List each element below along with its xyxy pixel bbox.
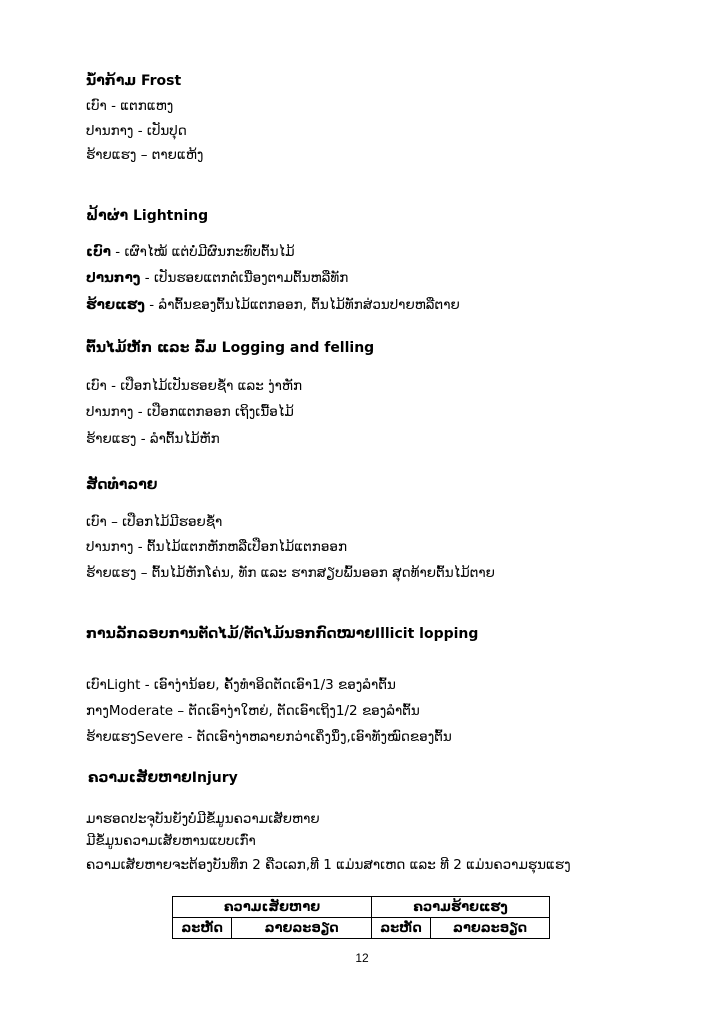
lightning-moderate xyxy=(86,269,348,287)
lopping-moderate: ກາງModerate – ຕັດເອົາງ່າໃຫຍ່, ຕັດເອົາເຖິງ1/2 ຂອງລຳຕົ້ນ xyxy=(86,703,420,719)
logging-severe: ຮ້າຍແຮງ - ລຳຕົ້ນໄມ້ຫັກ xyxy=(86,431,220,447)
animals-severe: ຮ້າຍແຮງ – ຕົ້ນໄມ້ຫັກໂຄ່ນ, ທັກ ແລະ ຮາກສຽບພົ້ນອອກ ສຸດທ້າຍຕົ້ນໄມ້ຕາຍ xyxy=(86,565,495,581)
injury-line-3: ຄວາມເສັຍຫາຍຈະຕ້ອງບັນທຶກ 2 ຄືວເລກ,ທີ 1 ແມ່ນສາເຫດ ແລະ ທີ 2 ແມ່ນຄວາມຮຸນແຮງ xyxy=(86,857,571,873)
table-col-code-2: ລະຫັດ xyxy=(372,918,431,939)
logging-moderate: ປານກາງ - ເປືອກແຕກອອກ ເຖິງເນື້ອໄມ້ xyxy=(86,404,294,420)
animals-heading: ສັດທຳລາຍ xyxy=(86,477,158,493)
table-col-desc-2: ລາຍລະອຽດ xyxy=(431,918,550,939)
logging-heading: ຕົ້ນໄມ້ຫັກ ແລະ ລົ້ມ Logging and felling xyxy=(86,340,375,356)
table-col-desc-1: ລາຍລະອຽດ xyxy=(232,918,372,939)
page-number: 12 xyxy=(355,951,369,965)
table-col-code-1: ລະຫັດ xyxy=(173,918,232,939)
lightning-moderate-text: - ເປັນຮອຍແຕກຕໍ່ເນື່ອງຕາມຕົ້ນຫລືທັກ xyxy=(140,270,349,286)
lopping-heading: ການລັກລອບການຕັດໄມ້/ຕັດໄມ້ນອກກົດໝາຍIllicit lopping xyxy=(86,626,479,642)
injury-code-table xyxy=(172,896,550,939)
lopping-severe: ຮ້າຍແຮງSevere - ຕັດເອົາງ່າຫລາຍກວ່າເຄິ່ງນຶ່ງ,ເອົາທັງໝົດຂອງຕົ້ນ xyxy=(86,729,452,745)
frost-heading: ນ້ຳກ້າມ Frost xyxy=(86,73,182,89)
lightning-heading: ຟ້າຜ່າ Lightning xyxy=(86,208,209,224)
lopping-light: ເບົາLight - ເອົາງ່ານ້ອຍ, ຄັ້ງທຳອິດຕັດເອົາ1/3 ຂອງລຳຕົ້ນ xyxy=(86,677,396,693)
lightning-moderate-label: ປານກາງ xyxy=(86,270,141,286)
table-header-row xyxy=(173,897,550,918)
lightning-light-text: - ເຜົາໄໝ້ ແຕ່ບໍ່ມີຜົນກະທົບຕົ້ນໄມ້ xyxy=(111,244,295,260)
lightning-severe-text: - ລຳຕົ້ນຂອງຕົ້ນໄມ້ແຕກອອກ, ຕົ້ນໄມ້ທັກສ່ວນປາຍຫລືຕາຍ xyxy=(144,297,460,313)
lightning-severe-label: ຮ້າຍແຮງ xyxy=(86,297,145,313)
injury-line-1: ມາຮອດປະຈຸບັນຍັງບໍ່ມີຂໍ້ມູນຄວາມເສັຍຫາຍ xyxy=(86,811,320,827)
logging-light: ເບົາ - ເປືອກໄມ້ເປັນຮອຍຊ້ຳ ແລະ ງ່າຫັກ xyxy=(86,378,303,394)
table-subheader-row xyxy=(173,918,550,939)
lightning-light xyxy=(86,243,295,261)
animals-light: ເບົາ – ເປືອກໄມ້ມີຮອຍຊ້ຳ xyxy=(86,514,223,530)
lightning-light-label: ເບົາ xyxy=(86,244,112,260)
animals-moderate: ປານກາງ - ຕົ້ນໄມ້ແຕກຫັກຫລືເປືອກໄມ້ແຕກອອກ xyxy=(86,539,347,555)
table-group-severity: ຄວາມຮ້າຍແຮງ xyxy=(372,897,550,918)
lightning-severe xyxy=(86,296,460,314)
frost-severe: ຮ້າຍແຮງ – ຕາຍແຫ້ງ xyxy=(86,147,204,163)
injury-line-2: ມີຂໍ້ມູນຄວາມເສັຍຫານແບບເກົ່າ xyxy=(86,833,256,849)
frost-moderate: ປານກາງ - ເປັນປຸດ xyxy=(86,123,187,139)
frost-light: ເບົາ - ແຕກແຫງ xyxy=(86,98,174,114)
table-group-damage: ຄວາມເສັຍຫາຍ xyxy=(173,897,372,918)
injury-heading: ຄວາມເສັຍຫາຍInjury xyxy=(88,770,238,786)
